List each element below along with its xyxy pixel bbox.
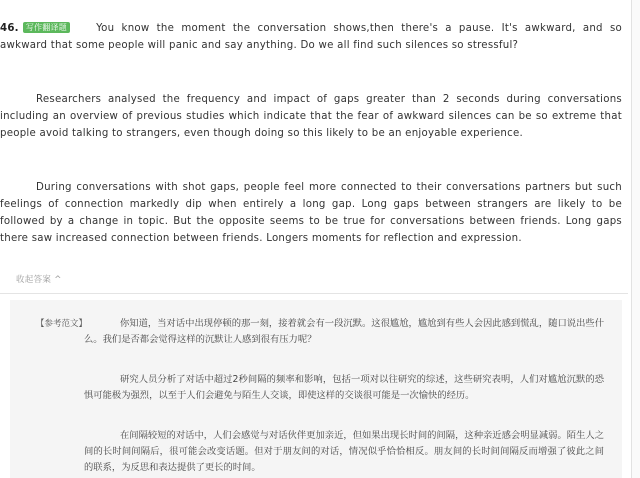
answer-paragraph-3: 在间隔较短的对话中，人们会感觉与对话伙伴更加亲近，但如果出现长时间的间隔，这种亲近感会明显减弱。陌生人之间的长时间间隔后，很可能会改变话题。但对于朋友间的对话，情况似乎恰恰相反。朋友间的长时间间隔反而增强了彼此之间的联系，为反思和表达提供了更长的时间。 <box>84 430 604 473</box>
question-paragraph-3: During conversations with shot gaps, people feel more connected to their conversations partners but such feelings of connection markedly dip when entirely a long gap. Long gaps between strangers are likely to be followed by a change in topic. But the opposite seems to be true for conversations between friends. Long gaps there saw increased connection between friends. Longers moments for reflection and expression. <box>0 182 622 244</box>
reference-label: 【参考范文】 <box>36 319 88 329</box>
divider <box>0 293 628 294</box>
question-paragraph-2: Researchers analysed the frequency and impact of gaps greater than 2 seconds during conversations including an overview of previous studies which indicate that the fear of awkward silences can be so extreme that people avoid talking to strangers, even though doing so this likely to be an enjoyable experience. <box>0 94 622 139</box>
answer-paragraph-2: 研究人员分析了对话中超过2秒间隔的频率和影响，包括一项对以往研究的综述，这些研究表明，人们对尴尬沉默的恐惧可能极为强烈，以至于人们会避免与陌生人交谈，即使这样的交谈很可能是一次愉快的经历。 <box>84 374 604 401</box>
collapse-answer-toggle[interactable]: 收起答案 ^ <box>16 275 62 285</box>
answer-panel <box>10 300 622 478</box>
question-number: 46. <box>0 23 19 34</box>
question-text-1: You know the moment the conversation shows,then there's a pause. It's awkward, and so awkward that some people will panic and say anything. Do we all find such silences so stressful? <box>0 23 622 51</box>
scrollbar[interactable] <box>631 0 640 478</box>
question-paragraph-1 <box>0 20 622 54</box>
answer-paragraph-1: 你知道，当对话中出现停顿的那一刻，接着就会有一段沉默。这很尴尬，尴尬到有些人会因此感到慌乱，随口说出些什么。我们是否都会觉得这样的沉默让人感到很有压力呢？ <box>84 318 604 345</box>
question-type-tag: 写作翻译题 <box>23 22 70 33</box>
